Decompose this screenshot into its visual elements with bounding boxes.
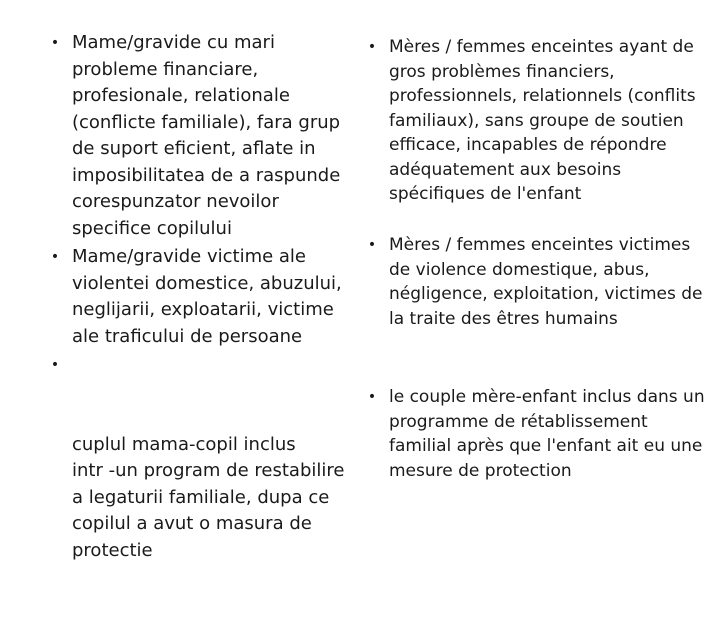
list-item [365, 35, 710, 207]
bullet: • [367, 39, 377, 55]
bullet: • [50, 249, 60, 265]
list-item [48, 352, 351, 617]
list-item [48, 30, 348, 242]
bullet: • [50, 35, 60, 51]
list-item-text: le couple mère-enfant inclus dans un programme de rétablissement familial après que l'enfant ait eu une mesure de protection [389, 387, 705, 481]
list-item-text: Mères / femmes enceintes ayant de gros problèmes financiers, professionnels, relationnels (conflits familiaux), sans groupe de soutien efficace, incapables de répondre adéquatement aux besoins spécifiques de l'enfant [389, 37, 696, 204]
list-item-text: cuplul mama-copil inclus intr -un program de restabilire a legaturii familiale, dupa ce copilul a avut o masura de protectie [72, 433, 351, 561]
list-item-text: Mame/gravide victime ale violentei domestice, abuzului, neglijarii, exploatarii, victime ale traficului de persoane [72, 246, 342, 347]
list-item-text: Mame/gravide cu mari probleme financiare, profesionale, relationale (conflicte familiale), fara grup de suport eficient, aflate in imposibilitatea de a raspunde corespunzator nevoilor specifice copilului [72, 32, 341, 239]
list-item-text: Mères / femmes enceintes victimes de violence domestique, abus, négligence, exploitation, victimes de la traite des êtres humains [389, 235, 703, 329]
list-item [48, 244, 348, 350]
list-item [365, 233, 710, 331]
bullet: • [367, 389, 377, 405]
bullet: • [50, 357, 60, 373]
romanian-bullet-list [48, 30, 351, 617]
bullet: • [367, 237, 377, 253]
list-item [365, 385, 710, 483]
